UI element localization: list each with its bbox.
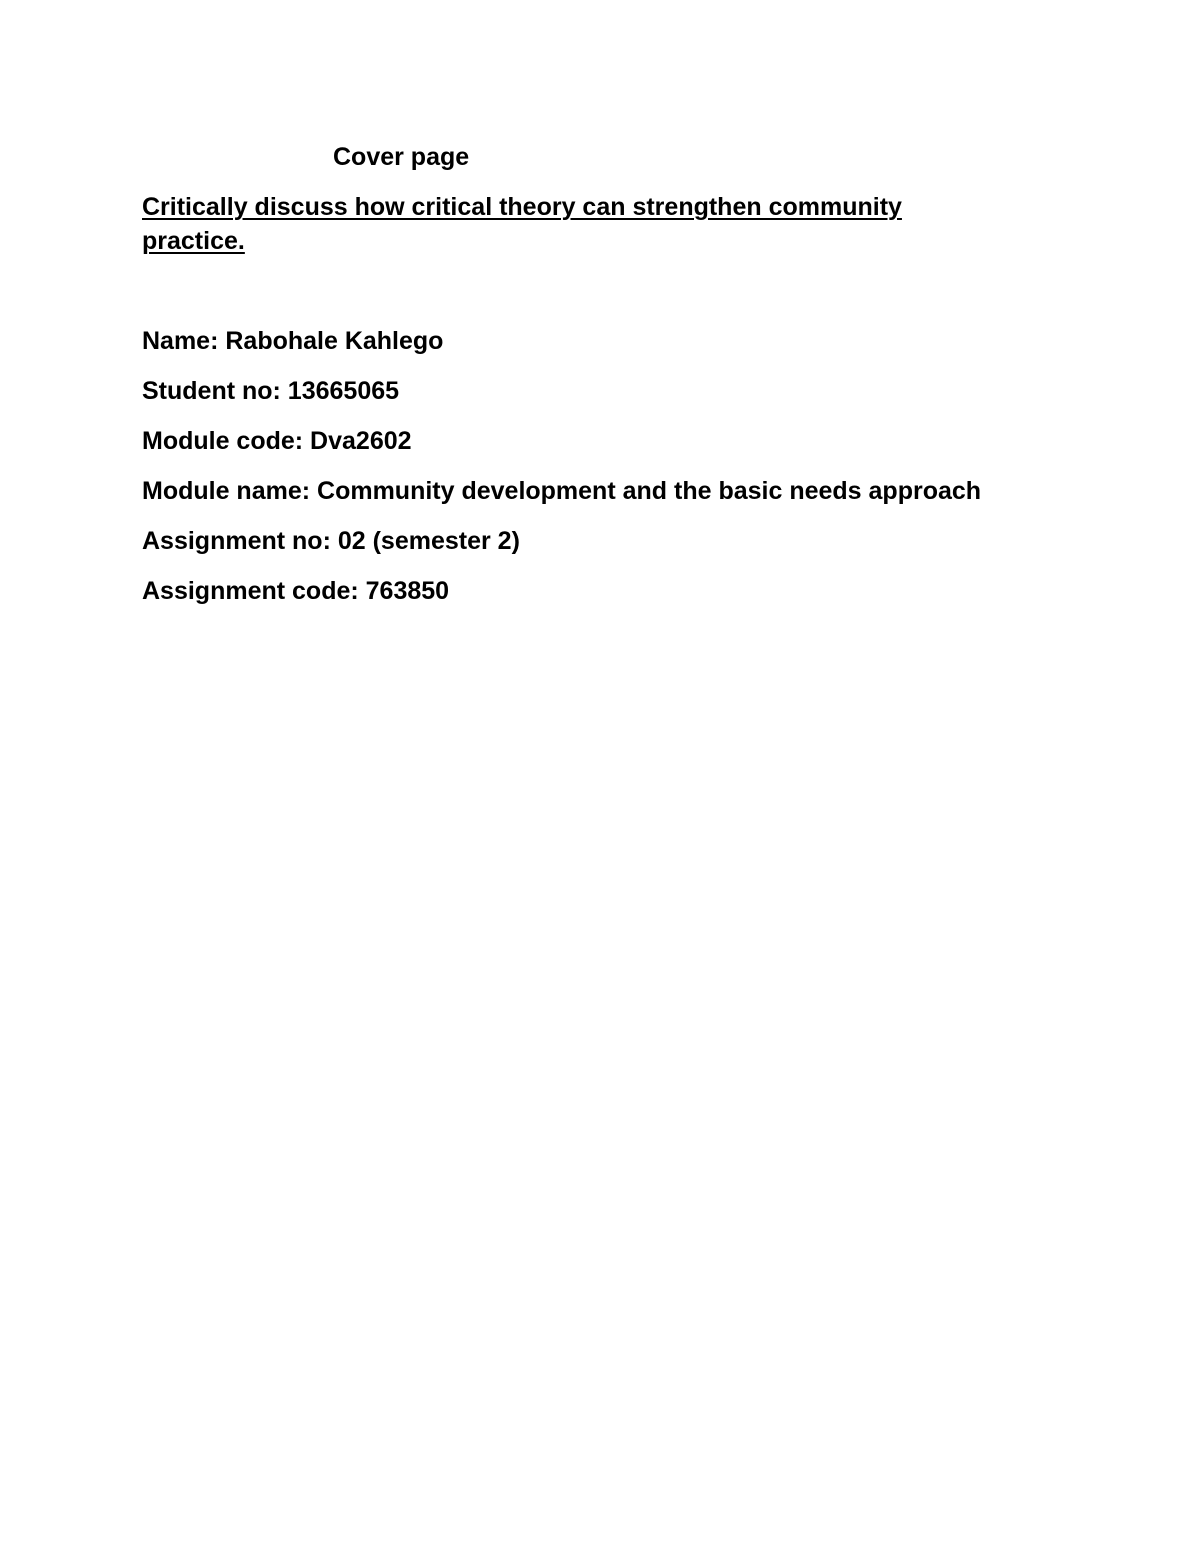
student-details <box>142 324 1002 624</box>
essay-title: Critically discuss how critical theory can strengthen community practice. <box>142 193 902 255</box>
cover-heading: Cover page <box>333 143 470 171</box>
detail-assignment-code: Assignment code: 763850 <box>142 577 450 605</box>
detail-student-number: Student no: 13665065 <box>142 377 400 405</box>
detail-assignment-number: Assignment no: 02 (semester 2) <box>142 527 520 555</box>
detail-module-name: Module name: Community development and the basic needs approach <box>142 477 982 505</box>
detail-name: Name: Rabohale Kahlego <box>142 327 444 355</box>
detail-module-code: Module code: Dva2602 <box>142 427 412 455</box>
